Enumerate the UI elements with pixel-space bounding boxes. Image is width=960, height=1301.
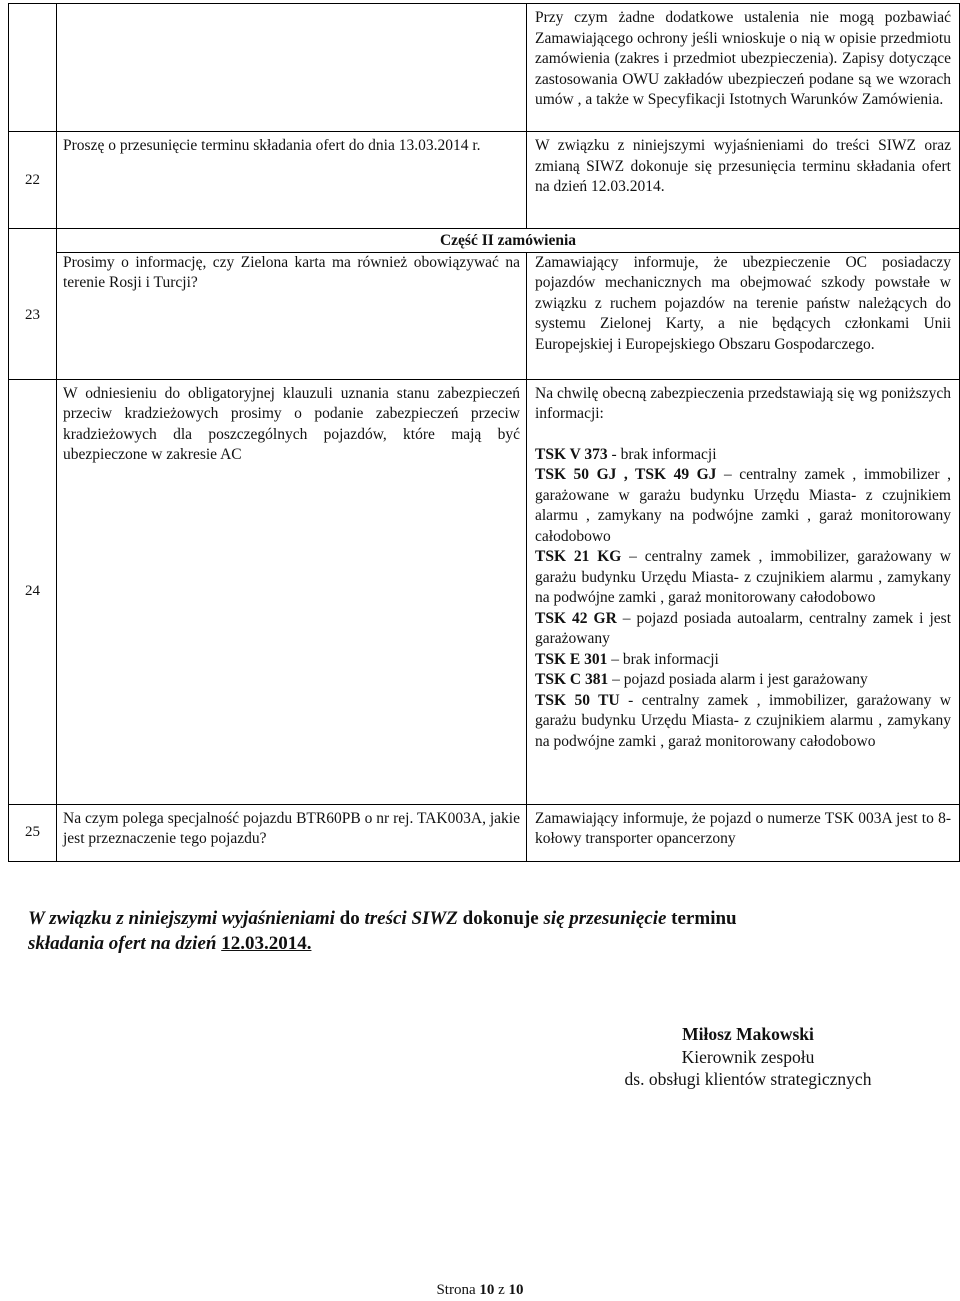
- answer-cell: [527, 132, 960, 229]
- vehicle-entry: [535, 609, 951, 650]
- page-label: Strona: [436, 1282, 480, 1298]
- section-row: [9, 229, 960, 253]
- vehicle-entry: [535, 650, 951, 671]
- vehicle-security: – centralny zamek , immobilizer , garażowane w garażu budynku Urzędu Miasta- z czujnikiem alarmu , zamykany na podwójne zamki , garaż monitorowany całodobowo: [535, 466, 951, 545]
- vehicle-code: TSK C 381: [535, 671, 609, 688]
- closing-statement: [28, 906, 908, 956]
- row-number: 23: [9, 252, 57, 379]
- question-text: W odniesieniu do obligatoryjnej klauzuli uznania stanu zabezpieczeń przeciw kradzieżowych prosimy o podanie zabezpieczeń przeciw kradzieżowych dla poszczególnych pojazdów, które mają być ubezpieczone w zakresie AC: [63, 384, 520, 463]
- answer-text: Przy czym żadne dodatkowe ustalenia nie mogą pozbawiać Zamawiającego ochrony jeśli wnioskuje o nią w opisie przedmiotu zamówienia (zakres i przedmiot ubezpieczenia). Zapisy dotyczące zastosowania OWU zakładów ubezpieczeń podane są we wzorach umów , a także w Specyfikacji Istotnych Warunków Zamówienia.: [535, 9, 951, 108]
- vehicle-security: – centralny zamek , immobilizer, garażowany w garażu budynku Urzędu Miasta- z czujnikiem alarmu , zamykany na podwójne zamki , garaż monitorowany całodobowo: [535, 548, 951, 606]
- answer-cell: [527, 804, 960, 861]
- vehicle-code: TSK 50 TU: [535, 691, 620, 709]
- row-number: 22: [9, 132, 57, 229]
- question-text: Proszę o przesunięcie terminu składania ofert do dnia 13.03.2014 r.: [63, 137, 481, 154]
- closing-text: się przesunięcie: [543, 908, 667, 929]
- closing-text: terminu: [666, 908, 737, 929]
- closing-text: treści SIWZ: [364, 908, 458, 929]
- signatory-name: Miłosz Makowski: [682, 1024, 814, 1044]
- signatory-title: Kierownik zespołu: [681, 1046, 815, 1067]
- question-text: Na czym polega specjalność pojazdu BTR60PB o nr rej. TAK003A, jakie jest przeznaczenie tego pojazdu?: [63, 809, 520, 847]
- vehicle-entry: [535, 465, 951, 547]
- closing-text: W związku z niniejszymi wyjaśnieniami: [28, 908, 335, 929]
- answer-text: Zamawiający informuje, że pojazd o numerze TSK 003A jest to 8-kołowy transporter opancerzony: [535, 809, 951, 847]
- vehicle-security: – pojazd posiada alarm i jest garażowany: [608, 671, 868, 688]
- question-cell: [57, 132, 527, 229]
- page-number: [0, 1280, 960, 1301]
- page-total: 10: [508, 1282, 524, 1298]
- row-number: 24: [9, 379, 57, 804]
- answer-cell: [527, 252, 960, 379]
- table-row: [9, 132, 960, 229]
- row-number-cell: [9, 229, 57, 253]
- row-number-cell: [9, 4, 57, 132]
- answer-cell: [527, 379, 960, 804]
- row-number: 25: [9, 804, 57, 861]
- vehicle-code: TSK 42 GR: [535, 609, 617, 627]
- table-row: [9, 4, 960, 132]
- question-cell: [57, 379, 527, 804]
- page-label: z: [494, 1282, 509, 1298]
- signatory-department: ds. obsługi klientów strategicznych: [624, 1069, 872, 1089]
- table-row: [9, 804, 960, 861]
- question-text: Prosimy o informację, czy Zielona karta ma również obowiązywać na terenie Rosji i Turcji?: [63, 253, 520, 291]
- qa-table: [8, 3, 960, 862]
- vehicle-list: [535, 445, 951, 753]
- vehicle-code: TSK E 301: [535, 650, 608, 668]
- vehicle-entry: [535, 547, 951, 609]
- question-cell: [57, 252, 527, 379]
- answer-cell: [527, 4, 960, 132]
- signature-block: [598, 1023, 898, 1091]
- page-current: 10: [479, 1282, 495, 1298]
- vehicle-entry: [535, 670, 951, 691]
- vehicle-entry: [535, 445, 951, 466]
- closing-text: składania ofert na dzień: [28, 933, 222, 954]
- table-row: [9, 379, 960, 804]
- vehicle-security: – pojazd posiada autoalarm, centralny zamek i jest garażowany: [535, 609, 952, 647]
- closing-text: do: [334, 908, 365, 929]
- vehicle-security: - centralny zamek , immobilizer, garażowany w garażu budynku Urzędu Miasta- z czujnikiem alarmu , zamykany na podwójne zamki , garaż monitorowany całodobowo: [535, 691, 951, 750]
- answer-text: W związku z niniejszymi wyjaśnieniami do treści SIWZ oraz zmianą SIWZ dokonuje się przesunięcia terminu składania ofert na dzień 12.03.2014.: [535, 137, 951, 195]
- vehicle-entry: [535, 691, 951, 753]
- answer-text: Zamawiający informuje, że ubezpieczenie OC posiadaczy pojazdów mechanicznych ma obejmować szkody powstałe w związku z ruchem pojazdów na terenie państw należących do systemu Zielonej Karty, a nie będących członkami Unii Europejskiej i Europejskiego Obszaru Gospodarczego.: [535, 253, 951, 353]
- vehicle-security: – brak informacji: [607, 650, 719, 668]
- vehicle-security: - brak informacji: [607, 445, 717, 463]
- closing-date: 12.03.2014.: [221, 933, 312, 954]
- vehicle-code: TSK V 373: [535, 445, 608, 463]
- table-row: [9, 252, 960, 379]
- section-title: Część II zamówienia: [57, 229, 960, 253]
- question-cell: [57, 804, 527, 861]
- vehicle-code: TSK 50 GJ , TSK 49 GJ: [535, 466, 717, 483]
- question-cell: [57, 4, 527, 132]
- vehicle-code: TSK 21 KG: [535, 548, 622, 565]
- answer-intro: Na chwilę obecną zabezpieczenia przedstawiają się wg poniższych informacji:: [535, 384, 951, 422]
- closing-text: dokonuje: [457, 908, 544, 929]
